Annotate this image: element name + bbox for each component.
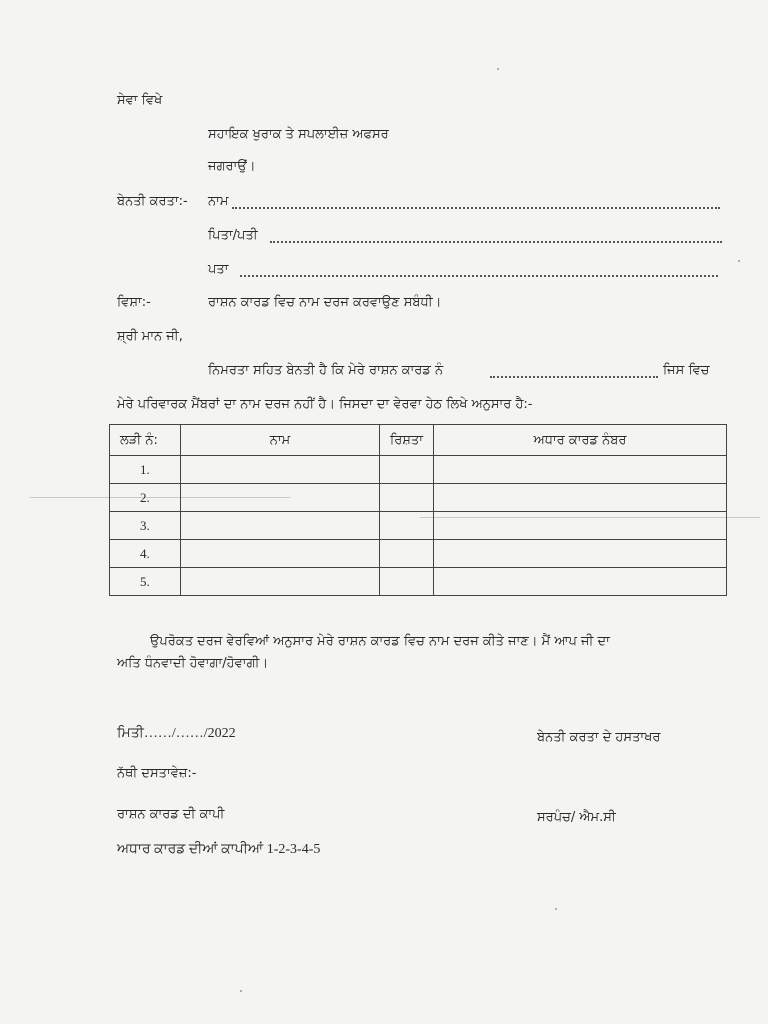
aadhaar-cell[interactable] (434, 512, 727, 540)
name-cell[interactable] (181, 540, 380, 568)
relation-cell[interactable] (380, 540, 434, 568)
address-field[interactable] (240, 275, 718, 277)
header-relation: ਰਿਸ਼ਤਾ (380, 425, 434, 456)
body-line-1-start: ਨਿਮਰਤਾ ਸਹਿਤ ਬੇਨਤੀ ਹੈ ਕਿ ਮੇਰੇ ਰਾਸ਼ਨ ਕਾਰਡ ਨੰ (208, 363, 444, 378)
name-label: ਨਾਮ (208, 194, 229, 209)
aadhaar-cell[interactable] (434, 484, 727, 512)
body-line-1-end: ਜਿਸ ਵਿਚ (663, 363, 710, 378)
scan-speck (497, 68, 499, 70)
subject-text: ਰਾਸ਼ਨ ਕਾਰਡ ਵਿਚ ਨਾਮ ਦਰਜ ਕਰਵਾਉਣ ਸਬੰਧੀ। (208, 295, 442, 310)
name-cell[interactable] (181, 456, 380, 484)
father-husband-label: ਪਿਤਾ/ਪਤੀ (208, 228, 258, 243)
signature-label: ਬੇਨਤੀ ਕਰਤਾ ਦੇ ਹਸਤਾਖਰ (537, 730, 661, 745)
ration-card-number-field[interactable] (490, 376, 658, 378)
recipient-line-1: ਸਹਾਇਕ ਖੁਰਾਕ ਤੇ ਸਪਲਾਈਜ਼ ਅਫਸਰ (208, 127, 389, 142)
row-serial: 5. (110, 568, 181, 596)
name-cell[interactable] (181, 568, 380, 596)
closing-line-2: ਅਤਿ ਧੰਨਵਾਦੀ ਹੋਵਾਗਾ/ਹੋਵਾਗੀ। (117, 656, 269, 671)
salutation: ਸ਼੍ਰੀ ਮਾਨ ਜੀ, (117, 329, 183, 344)
name-cell[interactable] (181, 512, 380, 540)
aadhaar-cell[interactable] (434, 568, 727, 596)
row-serial: 4. (110, 540, 181, 568)
relation-cell[interactable] (380, 484, 434, 512)
scan-speck (555, 908, 557, 910)
aadhaar-cell[interactable] (434, 540, 727, 568)
relation-cell[interactable] (380, 512, 434, 540)
enclosure-aadhaar-copies: ਅਧਾਰ ਕਾਰਡ ਦੀਆਂ ਕਾਪੀਆਂ 1-2-3-4-5 (117, 842, 321, 857)
family-members-table (109, 424, 727, 596)
header-aadhaar: ਅਧਾਰ ਕਾਰਡ ਨੰਬਰ (434, 425, 727, 456)
name-field[interactable] (232, 207, 720, 209)
table-row (110, 512, 727, 540)
row-serial: 3. (110, 512, 181, 540)
address-label: ਪਤਾ (208, 262, 229, 277)
aadhaar-cell[interactable] (434, 456, 727, 484)
recipient-line-2: ਜਗਰਾਉਂ। (208, 159, 256, 174)
table-header-row (110, 425, 727, 456)
header-serial: ਲੜੀ ਨੰ: (110, 425, 181, 456)
row-serial: 2. (110, 484, 181, 512)
table-row (110, 540, 727, 568)
name-cell[interactable] (181, 484, 380, 512)
father-husband-field[interactable] (270, 241, 722, 243)
date-field[interactable]: ਮਿਤੀ……/……/2022 (117, 726, 236, 741)
closing-line-1: ਉਪਰੋਕਤ ਦਰਜ ਵੇਰਵਿਆਂ ਅਨੁਸਾਰ ਮੇਰੇ ਰਾਸ਼ਨ ਕਾਰਡ ਵਿਚ ਨਾਮ ਦਰਜ ਕੀਤੇ ਜਾਣ। ਮੈਂ ਆਪ ਜੀ ਦਾ (150, 634, 610, 649)
subject-label: ਵਿਸ਼ਾ:- (117, 295, 151, 310)
scan-speck (738, 260, 740, 262)
table-row (110, 484, 727, 512)
relation-cell[interactable] (380, 456, 434, 484)
applicant-label: ਬੇਨਤੀ ਕਰਤਾ:- (117, 194, 188, 209)
body-line-2: ਮੇਰੇ ਪਰਿਵਾਰਕ ਮੈਂਬਰਾਂ ਦਾ ਨਾਮ ਦਰਜ ਨਹੀਂ ਹੈ। ਜਿਸਦਾ ਦਾ ਵੇਰਵਾ ਹੇਠ ਲਿਖੇ ਅਨੁਸਾਰ ਹੈ:- (117, 397, 533, 412)
enclosure-ration-card-copy: ਰਾਸ਼ਨ ਕਾਰਡ ਦੀ ਕਾਪੀ (117, 807, 225, 822)
header-name: ਨਾਮ (181, 425, 380, 456)
scan-speck (240, 990, 242, 992)
enclosures-label: ਨੱਥੀ ਦਸਤਾਵੇਜ਼:- (117, 766, 197, 781)
table-row (110, 568, 727, 596)
table-row (110, 456, 727, 484)
row-serial: 1. (110, 456, 181, 484)
to-label: ਸੇਵਾ ਵਿਖੇ (117, 93, 163, 108)
relation-cell[interactable] (380, 568, 434, 596)
sarpanch-mc-label: ਸਰਪੰਚ/ ਐਮ.ਸੀ (537, 810, 616, 825)
